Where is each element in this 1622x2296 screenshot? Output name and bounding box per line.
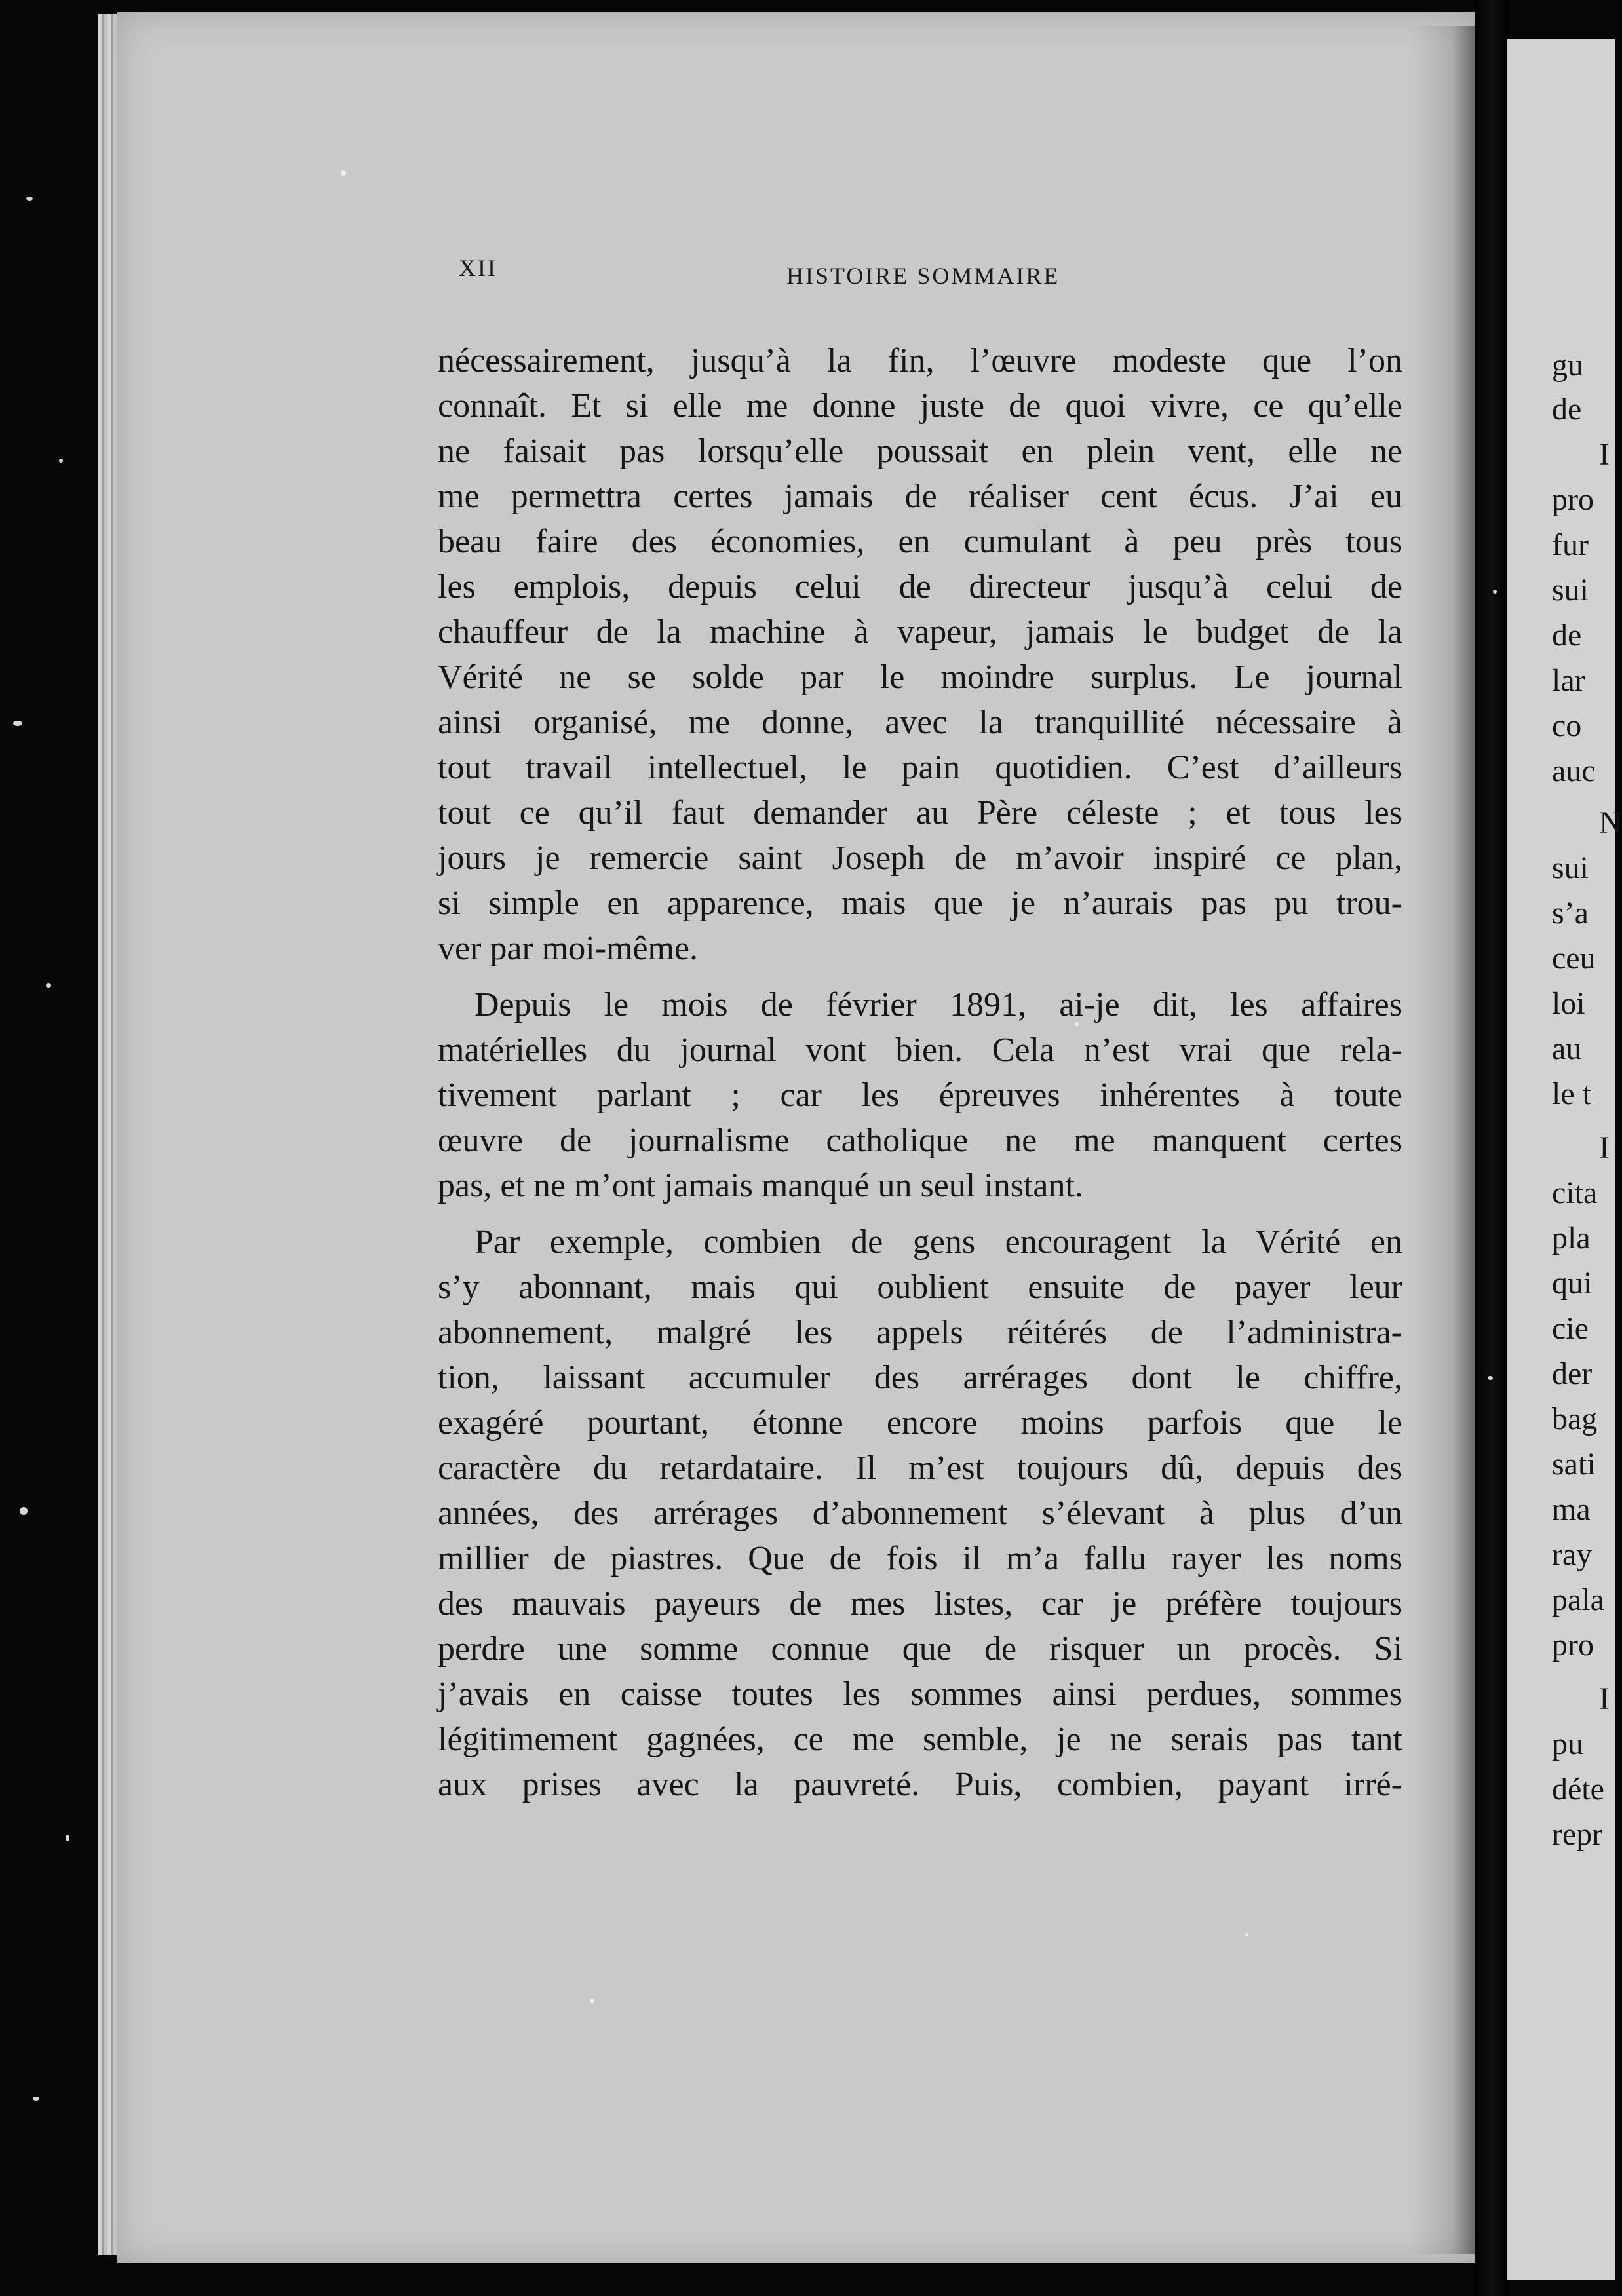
text-line: s’y abonnant, mais qui oublient ensuite de payer leur [438, 1269, 1402, 1306]
text-fragment: gu [1552, 348, 1583, 383]
text-fragment: s’a [1552, 896, 1589, 930]
text-line: tion, laissant accumuler des arrérages dont le chiffre, [438, 1359, 1402, 1396]
text-line: exagéré pourtant, étonne encore moins parfois que le [438, 1404, 1402, 1442]
text-line: abonnement, malgré les appels réitérés de l’administra- [438, 1314, 1402, 1351]
text-line: caractère du retardataire. Il m’est toujours dû, depuis des [438, 1449, 1402, 1487]
text-line: ne faisait pas lorsqu’elle poussait en plein vent, elle ne [438, 432, 1402, 470]
text-fragment: le t [1552, 1077, 1591, 1111]
text-fragment: de [1552, 618, 1582, 653]
text-fragment: co [1552, 708, 1582, 743]
page-number: XII [459, 255, 497, 281]
text-fragment: der [1552, 1356, 1593, 1391]
text-fragment: repr [1552, 1817, 1603, 1852]
running-title: HISTOIRE SOMMAIRE [786, 263, 1060, 289]
text-fragment: ma [1552, 1492, 1591, 1527]
text-line: j’avais en caisse toutes les sommes ainsi perdues, sommes [438, 1675, 1402, 1713]
text-line: matérielles du journal vont bien. Cela n’est vrai que rela- [438, 1031, 1402, 1069]
text-line: pas, et ne m’ont jamais manqué un seul instant. [438, 1167, 1083, 1204]
text-line: années, des arrérages d’abonnement s’élevant à plus d’un [438, 1495, 1402, 1532]
text-line: beau faire des économies, en cumulant à peu près tous [438, 523, 1402, 560]
text-line: connaît. Et si elle me donne juste de quoi vivre, ce qu’elle [438, 387, 1402, 425]
text-fragment: ray [1552, 1537, 1593, 1572]
text-line: tivement parlant ; car les épreuves inhérentes à toute [438, 1077, 1402, 1114]
text-fragment: I [1599, 437, 1610, 472]
text-fragment: bag [1552, 1402, 1598, 1436]
text-line: les emplois, depuis celui de directeur jusqu’à celui de [438, 568, 1402, 605]
text-fragment: cie [1552, 1311, 1589, 1346]
text-fragment: sui [1552, 573, 1589, 607]
text-fragment: I [1599, 1681, 1610, 1716]
text-line: Vérité ne se solde par le moindre surplus. Le journal [438, 659, 1402, 696]
text-line: chauffeur de la machine à vapeur, jamais le budget de la [438, 613, 1402, 651]
text-fragment: sati [1552, 1447, 1596, 1482]
text-fragment: loi [1552, 986, 1585, 1021]
text-line: millier de piastres. Que de fois il m’a fallu rayer les noms [438, 1540, 1402, 1577]
text-fragment: cita [1552, 1176, 1598, 1210]
text-line: jours je remercie saint Joseph de m’avoir inspiré ce plan, [438, 839, 1402, 877]
text-fragment: I [1599, 1130, 1610, 1165]
text-line: des mauvais payeurs de mes listes, car je préfère toujours [438, 1585, 1402, 1622]
text-line: perdre une somme connue que de risquer un procès. Si [438, 1630, 1402, 1668]
text-fragment: ceu [1552, 941, 1596, 976]
text-fragment: pro [1552, 482, 1594, 517]
text-fragment: pla [1552, 1221, 1591, 1255]
text-line: légitimement gagnées, ce me semble, je ne serais pas tant [438, 1721, 1402, 1758]
text-line: Depuis le mois de février 1891, ai-je dit, les affaires [474, 986, 1402, 1024]
text-fragment: qui [1552, 1266, 1593, 1301]
text-line: tout travail intellectuel, le pain quotidien. C’est d’ailleurs [438, 749, 1402, 786]
text-fragment: pala [1552, 1582, 1604, 1617]
text-line: me permettra certes jamais de réaliser cent écus. J’ai eu [438, 478, 1402, 515]
text-fragment: au [1552, 1031, 1582, 1066]
text-fragment: de [1552, 392, 1582, 427]
text-fragment: N [1599, 805, 1622, 840]
text-line: œuvre de journalisme catholique ne me manquent certes [438, 1122, 1402, 1159]
text-fragment: sui [1552, 851, 1589, 885]
text-fragment: fur [1552, 527, 1589, 562]
text-fragment: lar [1552, 663, 1585, 698]
text-line: ainsi organisé, me donne, avec la tranquillité nécessaire à [438, 704, 1402, 741]
text-fragment: pu [1552, 1727, 1583, 1761]
text-fragment: auc [1552, 754, 1596, 788]
text-fragment: déte [1552, 1772, 1604, 1807]
text-line: ver par moi-même. [438, 930, 699, 967]
text-line: si simple en apparence, mais que je n’aurais pas pu trou- [438, 885, 1402, 922]
text-line: nécessairement, jusqu’à la fin, l’œuvre modeste que l’on [438, 342, 1402, 379]
text-fragment: pro [1552, 1628, 1594, 1662]
text-line: aux prises avec la pauvreté. Puis, combien, payant irré- [438, 1766, 1402, 1803]
text-line: tout ce qu’il faut demander au Père céleste ; et tous les [438, 794, 1402, 832]
text-line: Par exemple, combien de gens encouragent la Vérité en [474, 1223, 1402, 1261]
